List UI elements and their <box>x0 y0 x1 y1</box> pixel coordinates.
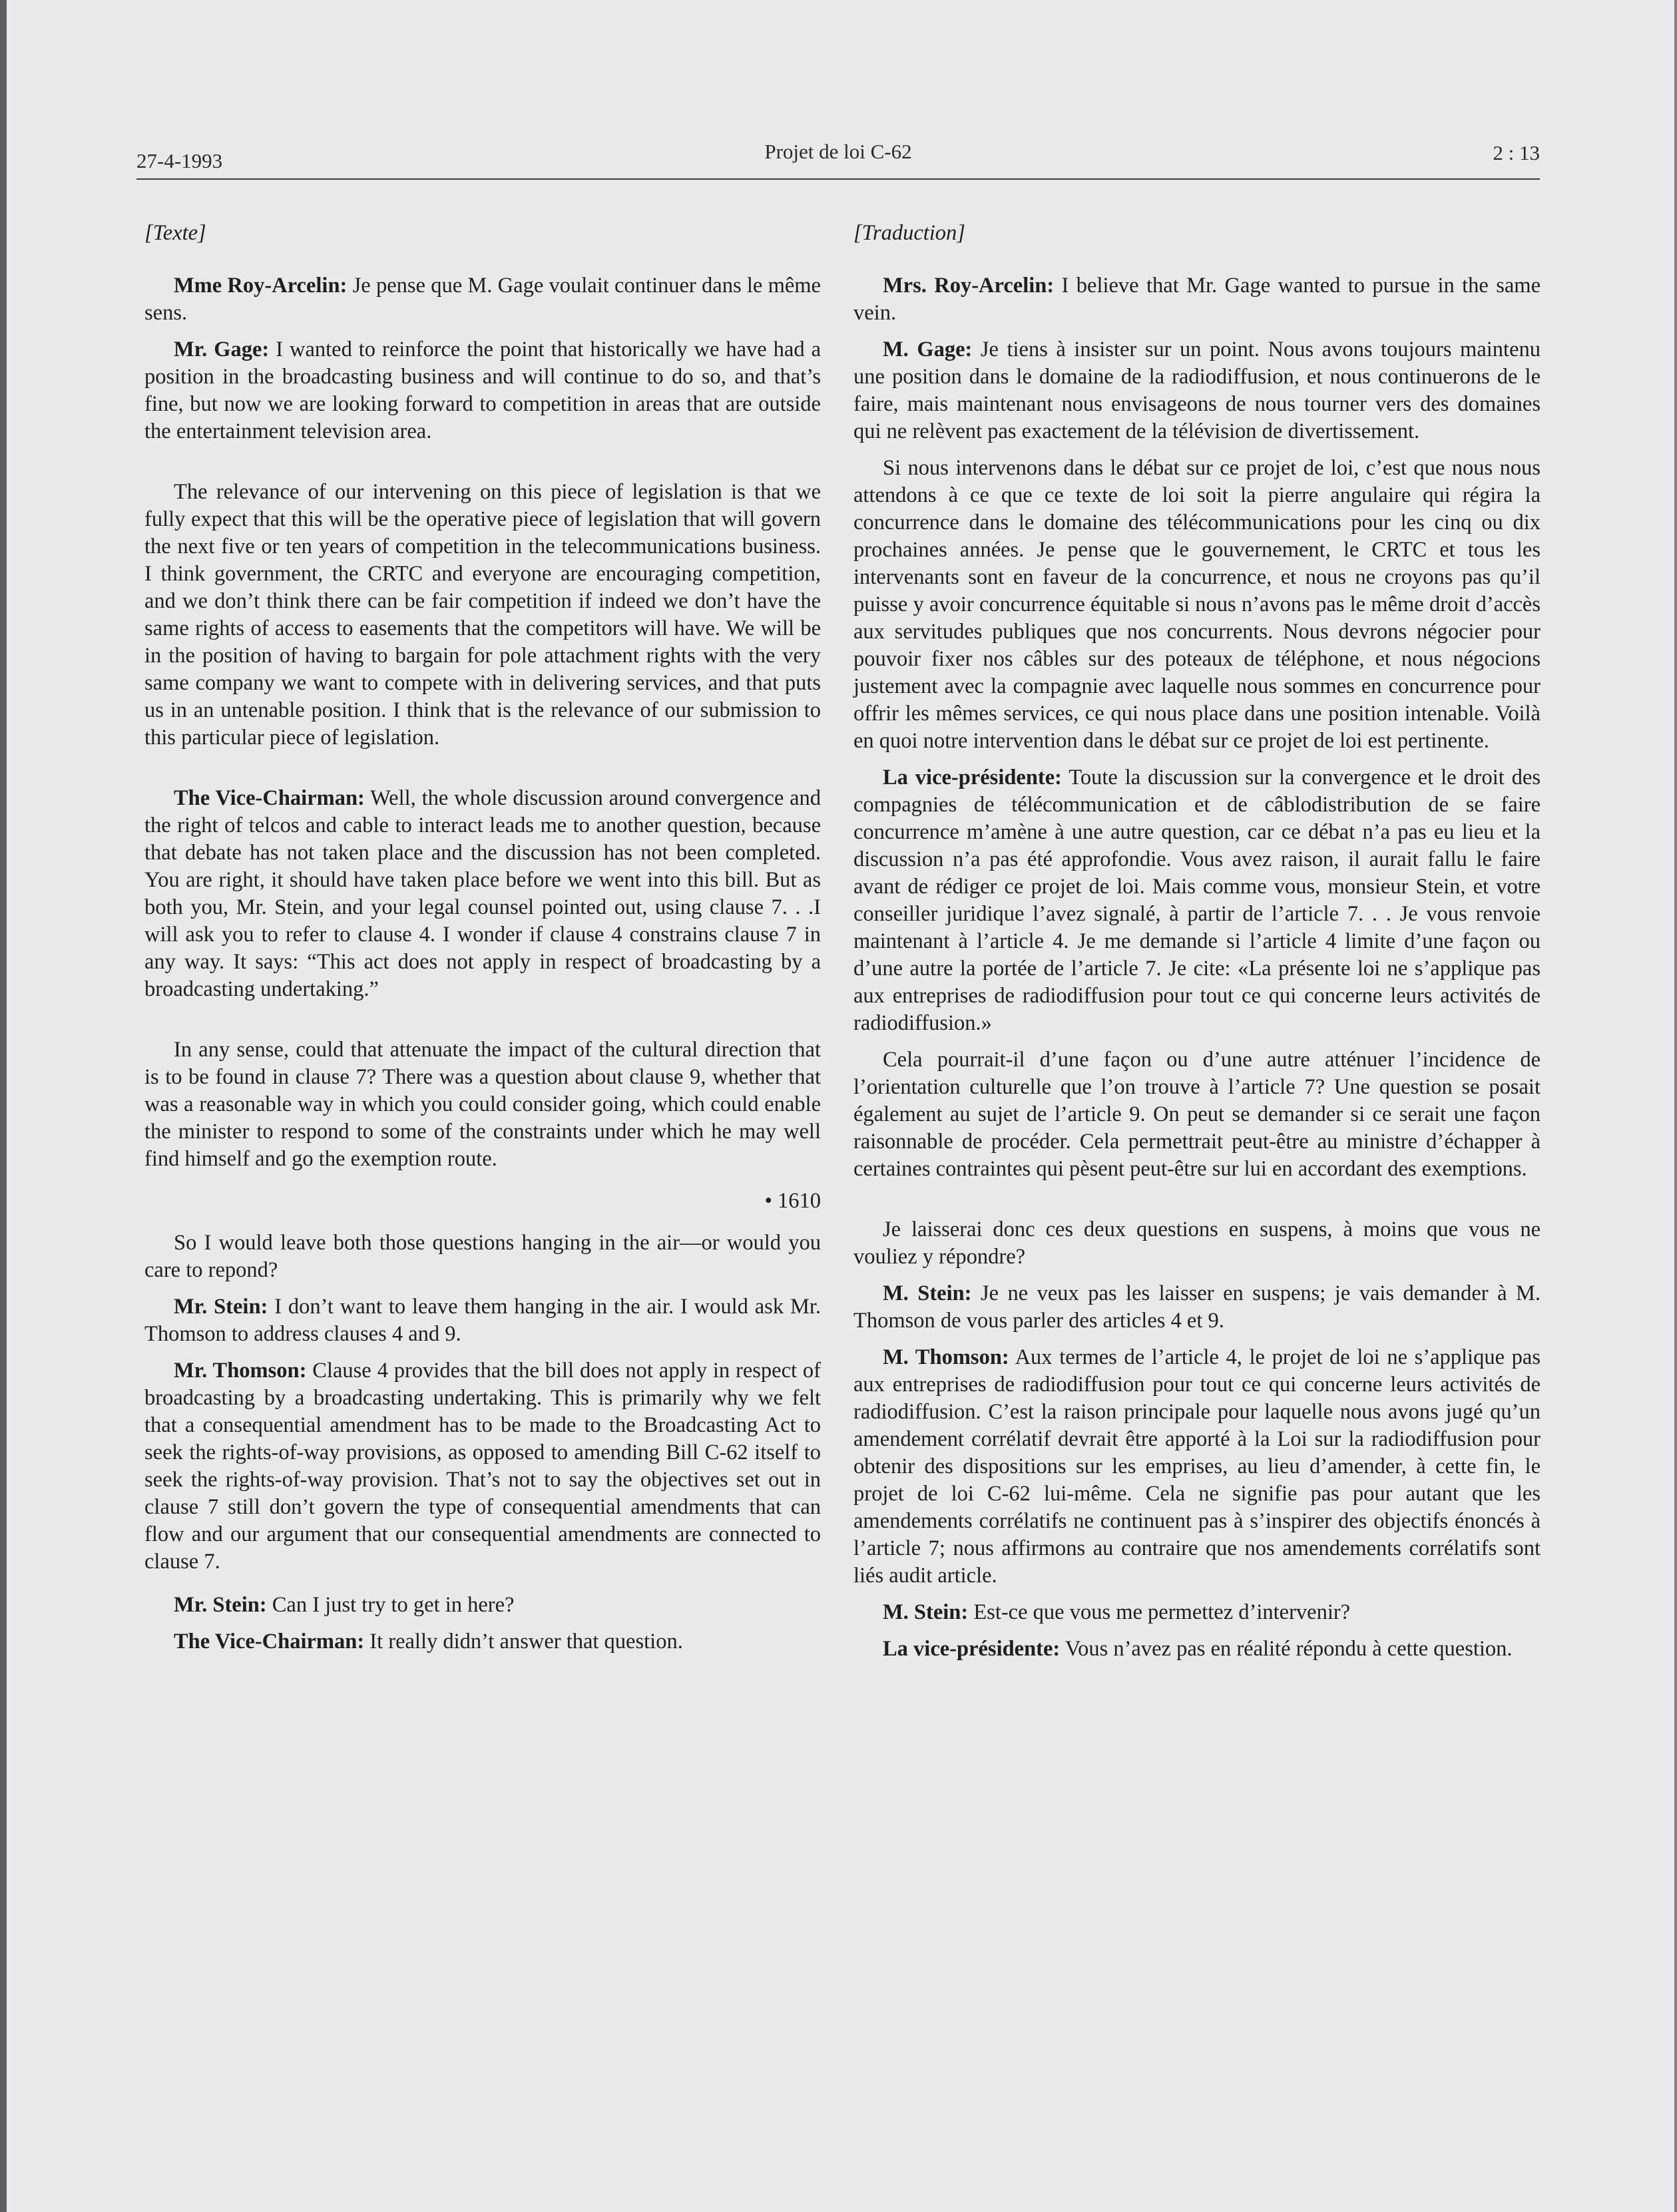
paragraph <box>144 785 821 1003</box>
speech-text: Toute la discussion sur la convergence et le droit des compagnies de télécommunication et de câblodistribution de se faire concurrence m’amène à une autre question, car ce débat n’a pas eu lieu et la discussion n’a pas été approfondie. Vous avez raison, il aurait fallu le faire avant de rédiger ce projet de loi. Mais comme vous, monsieur Stein, et votre conseiller juridique l’avez signalé, à partir de l’article 7. . . Je vous renvoie maintenant à l’article 4. Je me demande si l’article 4 limite d’une façon ou d’une autre la portée de l’article 7. Je cite: «La présente loi ne s’applique pas aux entreprises de radiodiffusion pour tout ce qui concerne leurs activités de radiodiffusion.» <box>853 766 1541 1035</box>
speech-text: Vous n’avez pas en réalité répondu à cette question. <box>1060 1637 1513 1661</box>
paragraph <box>144 1357 821 1576</box>
speech-text: The relevance of our intervening on this piece of legislation is that we fully expect that this will be the operative piece of legislation that will govern the next five or ten years of competition in the telecommunications business. I think government, the CRTC and everyone are encouraging competition, and we don’t think there can be fair competition if indeed we don’t have the same rights of access to easements that the competitors will have. We will be in the position of having to bargain for pole attachment rights with the very same company we want to compete with in delivering services, and that puts us in an untenable position. I think that is the relevance of our submission to this particular piece of legislation. <box>144 480 821 750</box>
speaker-name: La vice-présidente: <box>883 766 1063 789</box>
speech-text: Si nous intervenons dans le débat sur ce projet de loi, c’est que nous nous attendons à ce que ce texte de loi soit la pierre angulaire qui régira la concurrence dans le domaine des télécommunications pour les cinq ou dix prochaines années. Je pense que le gouvernement, le CRTC et tous les intervenants sont en faveur de la concurrence, et nous ne croyons pas qu’il puisse y avoir concurrence équitable si nous n’avons pas le même droit d’accès aux servitudes publiques que nos concurrents. Nous devrons négocier pour pouvoir fixer nos câbles sur des poteaux de téléphone, et nous négocions justement avec la compagnie avec laquelle nous sommes en concurrence pour offrir les mêmes services, ce qui nous place dans une position intenable. Voilà en quoi notre intervention dans le débat sur ce projet de loi est pertinente. <box>853 456 1541 753</box>
speech-text: Clause 4 provides that the bill does not apply in respect of broadcasting by a broadcasting undertaking. This is primarily why we felt that a consequential amendment has to be made to the Broadcasting Act to seek the rights-of-way provisions, as opposed to amending Bill C-62 itself to seek the rights-of-way provision. That’s not to say the objectives set out in clause 7 still don’t govern the type of consequential amendments that can flow and our argument that our consequential amendments are connected to clause 7. <box>144 1359 821 1574</box>
speech-text: Je tiens à insister sur un point. Nous avons toujours maintenu une position dans le domaine de la radiodiffusion, et nous continuerons de le faire, mais maintenant nous envisageons de nous tourner vers des domaines qui ne relèvent pas exactement de la télévision de divertissement. <box>853 337 1541 443</box>
paragraph <box>853 272 1541 327</box>
column-tag: [Texte] <box>144 221 206 245</box>
speech-text: Est-ce que vous me permettez d’intervenir? <box>968 1600 1351 1624</box>
speaker-name: Mrs. Roy-Arcelin: <box>883 274 1055 298</box>
header-rule <box>136 178 1540 180</box>
speaker-name: Mr. Gage: <box>174 337 270 361</box>
speaker-name: La vice-présidente: <box>883 1637 1061 1661</box>
speaker-name: Mr. Thomson: <box>174 1359 307 1383</box>
paragraph <box>144 336 821 445</box>
speaker-name: Mr. Stein: <box>174 1295 268 1319</box>
header-date: 27-4-1993 <box>136 149 223 172</box>
paragraph <box>853 1636 1541 1663</box>
header-title: Projet de loi C-62 <box>764 140 912 163</box>
speech-text: Well, the whole discussion around convergence and the right of telcos and cable to interact leads me to another question, because that debate has not taken place and the discussion has not been completed. You are right, it should have taken place before we went into this bill. But as both you, Mr. Stein, and your legal counsel pointed out, using clause 7. . .I will ask you to refer to clause 4. I wonder if clause 4 constrains clause 7 in any way. It says: “This act does not apply in respect of broadcasting by a broadcasting undertaking.” <box>144 786 821 1001</box>
page-header <box>136 137 1540 174</box>
speech-text: In any sense, could that attenuate the impact of the cultural direction that is to be found in clause 7? There was a question about clause 9, whether that was a reasonable way in which you could consider going, which could enable the minister to respond to some of the constraints under which he may well find himself and go the exemption route. <box>144 1038 821 1171</box>
speech-text: So I would leave both those questions hanging in the air—or would you care to repond? <box>144 1231 821 1282</box>
paragraph <box>853 336 1541 445</box>
time-marker: • 1610 <box>764 1189 821 1213</box>
paragraph <box>144 479 821 752</box>
paragraph <box>853 764 1541 1037</box>
speaker-name: The Vice-Chairman: <box>174 1630 365 1654</box>
header-page-number: 2 : 13 <box>1493 141 1540 164</box>
speech-text: Je pense que M. Gage voulait continuer dans le même sens. <box>144 274 821 325</box>
paragraph <box>144 1628 821 1656</box>
speech-text: Can I just try to get in here? <box>266 1593 515 1617</box>
paragraph <box>144 1036 821 1173</box>
paragraph <box>853 1216 1541 1271</box>
paragraph <box>853 1280 1541 1335</box>
speech-text: Aux termes de l’article 4, le projet de loi ne s’applique pas aux entreprises de radiodiffusion pour tout ce qui concerne leurs activités de radiodiffusion. C’est la raison principale pour laquelle nous avons jugé qu’un amendement corrélatif devrait être apporté à la Loi sur la radiodiffusion pour obtenir des dispositions sur les emprises, au lieu d’amender, à cette fin, le projet de loi C-62 lui-même. Cela ne signifie pas pour autant que les amendements corrélatifs ne continuent pas à s’inspirer des objectifs énoncés à l’article 7; nous affirmons au contraire que nos amendements corrélatifs sont liés audit article. <box>853 1345 1541 1588</box>
speech-text: I wanted to reinforce the point that historically we have had a position in the broadcasting business and will continue to do so, and that’s fine, but now we are looking forward to competition in areas that are outside the entertainment television area. <box>144 337 821 443</box>
paragraph <box>144 1293 821 1348</box>
paragraph <box>144 1229 821 1284</box>
speech-text: Je laisserai donc ces deux questions en suspens, à moins que vous ne vouliez y répondre? <box>853 1217 1541 1269</box>
speech-text: Cela pourrait-il d’une façon ou d’une autre atténuer l’incidence de l’orientation culturelle que l’on trouve à l’article 7? Une question se posait également au sujet de l’article 9. On peut se demander si ce serait une façon raisonnable de procéder. Cela permettrait peut-être au ministre d’échapper à certaines contraintes qui pèsent peut-être sur lui en accordant des exemptions. <box>853 1048 1541 1181</box>
speaker-name: M. Thomson: <box>883 1345 1009 1369</box>
paragraph <box>853 1046 1541 1183</box>
speaker-name: M. Stein: <box>883 1600 969 1624</box>
right-column <box>853 220 1541 1672</box>
speech-text: I believe that Mr. Gage wanted to pursue in the same vein. <box>853 274 1541 325</box>
column-tag: [Traduction] <box>853 221 965 245</box>
speech-text: Je ne veux pas les laisser en suspens; je vais demander à M. Thomson de vous parler des articles 4 et 9. <box>853 1281 1541 1333</box>
speech-text: I don’t want to leave them hanging in the air. I would ask Mr. Thomson to address clauses 4 and 9. <box>144 1295 821 1346</box>
paragraph <box>144 1592 821 1619</box>
paragraph <box>144 272 821 327</box>
page-edge <box>0 0 7 2212</box>
speaker-name: Mr. Stein: <box>174 1593 267 1617</box>
left-column <box>144 220 821 1665</box>
speaker-name: M. Gage: <box>883 337 973 361</box>
speaker-name: Mme Roy-Arcelin: <box>174 274 348 298</box>
speaker-name: The Vice-Chairman: <box>174 786 365 810</box>
paragraph <box>853 1344 1541 1590</box>
paragraph <box>853 455 1541 755</box>
speech-text: It really didn’t answer that question. <box>364 1630 683 1654</box>
paragraph <box>853 1599 1541 1626</box>
speaker-name: M. Stein: <box>883 1281 972 1305</box>
